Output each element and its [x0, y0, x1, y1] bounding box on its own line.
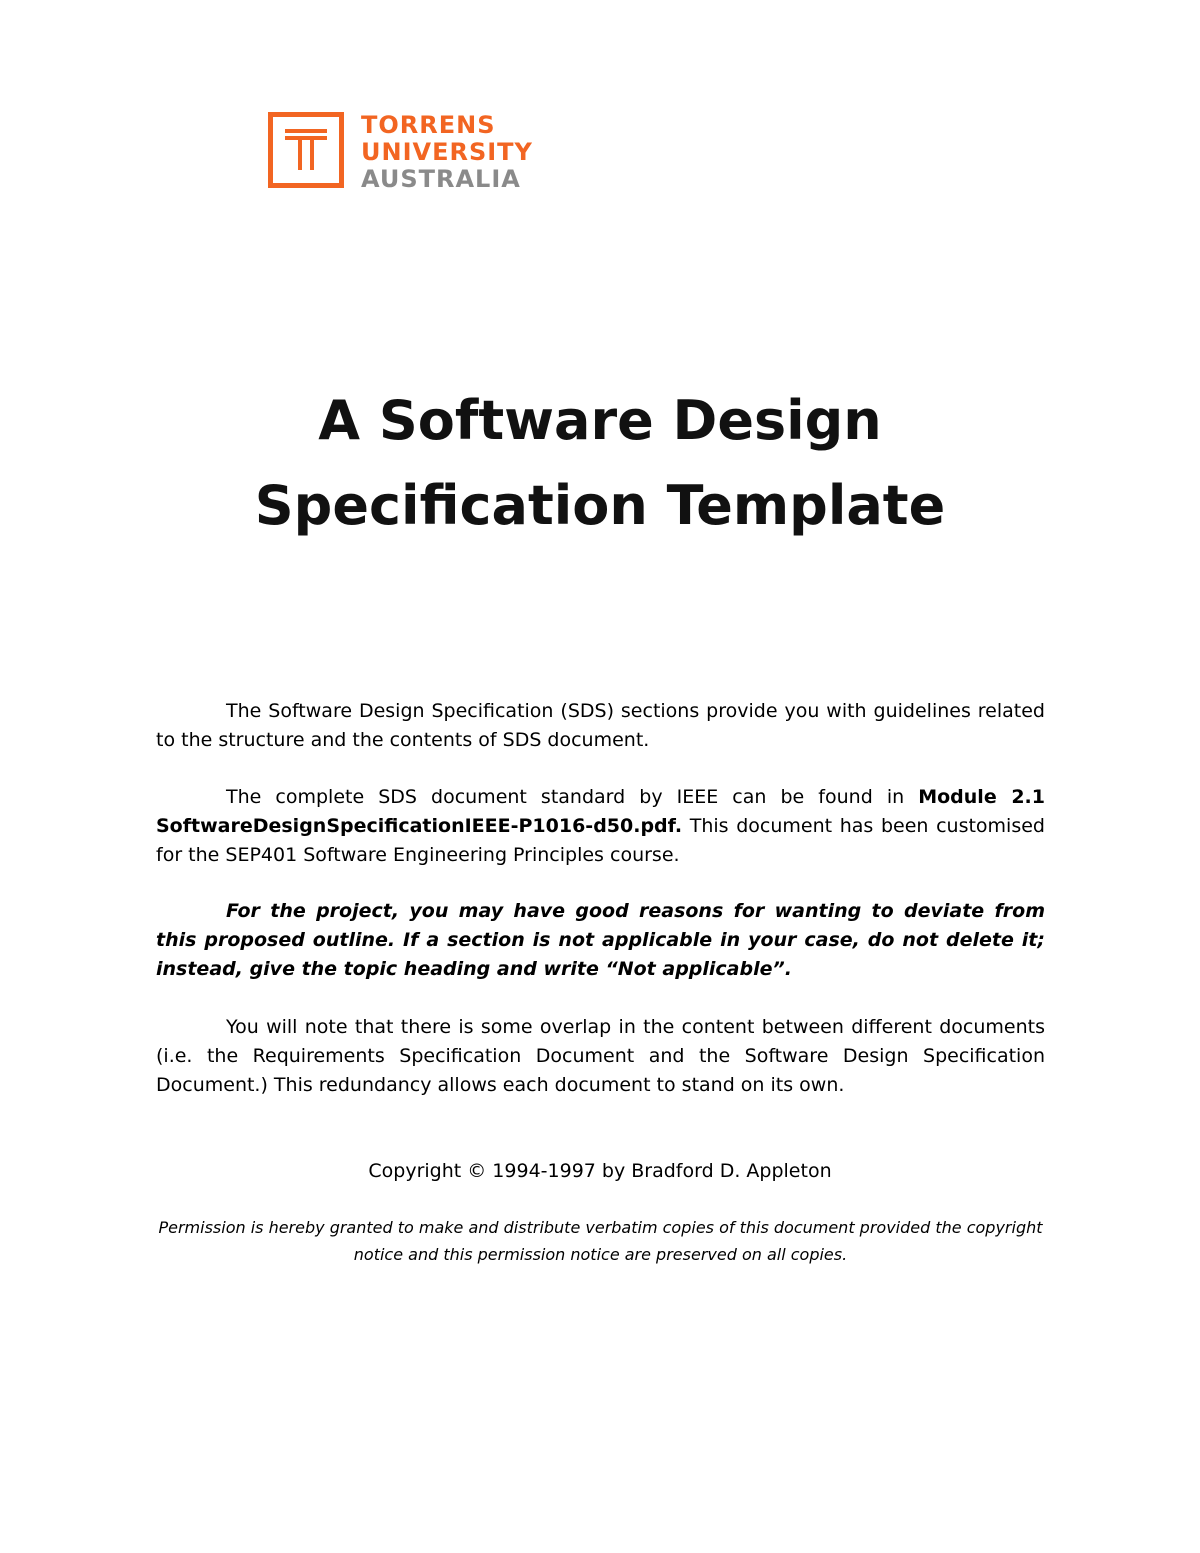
- torrens-logo-icon: [268, 112, 344, 188]
- document-title: [0, 378, 1200, 548]
- university-logo: [268, 112, 548, 192]
- overlap-text: You will note that there is some overlap in the content between different documents (i.e. the Requirements Specification Document and the Software Design Specification Document.) This redundancy allows each document to stand on its own.: [156, 1016, 1045, 1096]
- deviation-note-paragraph: [156, 897, 1045, 984]
- intro-paragraph: [156, 697, 1045, 755]
- standard-reference: Module 2.1 SoftwareDesignSpecificationIEEE-P1016-d50.pdf.: [156, 786, 1045, 837]
- logo-line-university: UNIVERSITY: [361, 138, 533, 166]
- title-line-2: Specification Template: [254, 474, 946, 537]
- standard-paragraph: [156, 783, 1045, 870]
- title-line-1: A Software Design: [318, 389, 882, 452]
- logo-line-australia: AUSTRALIA: [361, 165, 521, 193]
- standard-text-a: The complete SDS document standard by IEEE can be found in: [226, 786, 919, 808]
- standard-text-b: This document has been customised for the SEP401 Software Engineering Principles course.: [156, 815, 1045, 866]
- logo-wordmark: [361, 112, 533, 193]
- permission-notice: Permission is hereby granted to make and distribute verbatim copies of this document provided the copyright notice and this permission notice are preserved on all copies.: [158, 1218, 1043, 1264]
- logo-line-torrens: TORRENS: [361, 111, 496, 139]
- copyright-line: Copyright © 1994-1997 by Bradford D. Appleton: [368, 1160, 832, 1182]
- overlap-paragraph: [156, 1013, 1045, 1100]
- intro-text: The Software Design Specification (SDS) sections provide you with guidelines related to the structure and the contents of SDS document.: [156, 700, 1045, 751]
- deviation-note-text: For the project, you may have good reasons for wanting to deviate from this proposed outline. If a section is not applicable in your case, do not delete it; instead, give the topic heading and write “Not applicable”.: [156, 900, 1045, 980]
